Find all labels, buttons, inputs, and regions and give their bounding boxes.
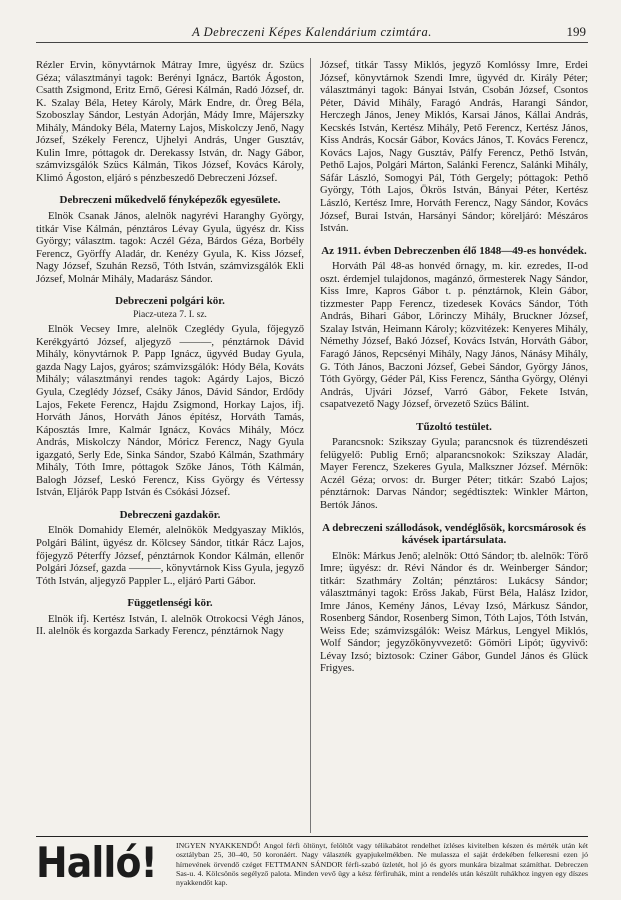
column-divider	[310, 58, 311, 833]
section-title-farmers-circle: Debreczeni gazdakör.	[119, 508, 221, 521]
section-text-civic-circle: Elnök Vecsey Imre, alelnök Czeglédy Gyula, főjegyző Kerékgyártó József, aljegyző ———, pénztárnok Dávid Mihály, könyvtárnok P. Papp Ignácz, ügyvéd Buday Gyula, gazda Nagy Lajos, gyáros; számvizsgálók: Hódy Béla, Kováts Mihály; választmányi rendes tagok: Agárdy Lajos, Biczó Gyula, Czeglédy József, Csáky János, Dávid Sándor, Erdődy Lajos, Fekete Ferencz, Hajdu Zsigmond, Horkay Lajos, ifj. Horváth János, Horváth János építész, Horváth Tamás, Káposztás Imre, Kalmár Ignácz, Kovács Mihály, Mócz András, Miskolczy Nándor, Móricz Ferencz, Nagy Gyula igazgató, Serly Ede, Sinka Sándor, Szabó Kálmán, Szathmáry Mihály, Tóth Imre, póttagok Szőke János, Tóth Kálmán, Balogh József, Leskó Ferencz, Kiss György és Vértessy István, Eljárók Papp István és Csókási József.	[36, 324, 304, 499]
page-number: 199	[566, 24, 586, 39]
section-title-fire-brigade: Tűzoltó testület.	[416, 420, 492, 433]
advertisement-headline: Halló!	[36, 838, 157, 887]
right-intro-paragraph: József, titkár Tassy Miklós, jegyző Komlóssy Imre, Erdei József, könyvtárnok Szendi Imre, ügyvéd dr. Király Péter; választmányi tagok: Bányai István, Csobán József, Csontos Péter, Dávid Mihály, Faragó András, Harangi Sándor, Herczegh János, Jeney Miklós, Karsai János, Kállai András, Kecskés István, Kertész Mihály, Pető Ferencz, Kertész János, Kiss András, Kocsár Gábor, Kovács János, T. Kovács Ferencz, Kovács Lajos, Nagy Gusztáv, Pálfy Ferencz, Pethő István, Pethő Lajos, Polgári Márton, Salánki Ferencz, Salánki Mihály, Sáfár László, Somogyi Pál, Tóth Gergely; póttagok: Pethő György, Tóth Lajos, Ökrös István, Bányai Péter, Kertész László, Kertész Imre, Horváth Ferencz, Nagy Sándor, Kovács József, Burai István, Harsányi Sándor; köreljáró: Mészáros István.	[320, 60, 588, 235]
section-title-independence-circle: Függetlenségi kör.	[127, 597, 213, 610]
advertisement-text: INGYEN NYAKKENDŐ! Angol férfi öltönyt, felöltőt vagy télikabátot rendelhet ízléses kivitelben készen és mérték után két osztályban 25, 30–40, 50 koronáért. Nagy választék gyapjukelmékben. Ne mulassza el saját érdekében felkeresni ezen jó hírnevének örvendő czéget FETTMANN SÁNDOR férfi-szabó üzletét, hol jó és gyors munkára bizalmat számíthat. Debreczen Sas-u. 4. Kölcsönös segélyző palota. Minden vevő ügy a kész férfiruhák, mint a rendelés után készült ruhákhoz ingyen egy díszes nyakkendőt kap.	[176, 841, 588, 888]
section-title-hoteliers: A debreczeni szállodások, vendéglősök, korcsmárosok és kávések ipartársulata.	[322, 521, 586, 546]
section-text-hoteliers: Elnök: Márkus Jenő; alelnök: Ottó Sándor; tb. alelnök: Törő Imre; ügyész: dr. Révi Nándor és dr. Weinberger Sándor; titkár: Szathmáry Zoltán; pénztáros: Lukácsy Sándor; választmányi tagok: Erőss Jakab, Fürst Béla, Halász Izidor, Imre János, Kemény János, Lévay Izsó, Márkusz Sándor, Rosenberg Sándor, Rosenberg Simon, Tóth Lajos, Tóth István, Weiss Ede; számvizsgálók: Weisz Márkus, Lengyel Miklós, Wolf Sándor; jegyzőkönyvvezető: Gömöri Lipót; ügyvivő: Lévay Izsó; biztosok: Cziner Gábor, Gundel János és Glück Frigyes.	[320, 550, 588, 675]
section-title-veterans: Az 1911. évben Debreczenben élő 1848—49-es honvédek.	[321, 244, 587, 257]
section-text-farmers-circle: Elnök Domahidy Elemér, alelnökök Medgyaszay Miklós, Polgári Bálint, ügyész dr. Kölcsey Sándor, titkár Rácz Lajos, főjegyző Péterffy József, pénztárnok Kondor Kálmán, ellenőr Polgári József, gazda ———, könyvtárnok Kiss Gyula, jegyző Tóth István, aljegyző Pappler L., eljáró Parti Gábor.	[36, 525, 304, 587]
right-column	[320, 60, 588, 676]
section-text-photographers: Elnök Csanak János, alelnök nagyrévi Haranghy György, titkár Vise Kálmán, pénztáros Lévay Gyula, ügyész dr. Kiss György; választm. tagok: Aczél Géza, Bárdos Géza, Borbély Ferencz, Györffy Aladár, dr. Kenézy Gyula, K. Kiss József, Nagy József, Szuhán Rezső, Tóth István, számvizsgálók Ekli József, Molnár Mihály, Madarász Sándor.	[36, 210, 304, 285]
left-column	[36, 60, 304, 639]
left-intro-paragraph: Rézler Ervin, könyvtárnok Mátray Imre, ügyész dr. Szücs Géza; választmányi tagok: Berényi Ignácz, Bartók Ágoston, Csatth Zsigmond, Eritz Ernő, Géresi Kálmán, Radó József, dr. K. Szalay Béla, Hetey Károly, Márk Endre, dr. Öreg Béla, Szoboszlay Sándor, Lestyán Adorján, Mády Imre, Májerszky Mihály, Mándoky Béla, Materny Lajos, Miskolczy Jenő, Nagy József, Székely Ferencz, Ujhelyi András, Unger Gusztáv, Kulin Imre, póttagok dr. Derekassy István, dr. Nagy Gábor, számvizsgálók Szücs Kálmán, Tikos József, Kovács Károly, Klimó Ágoston, eljáró s pénzbeszedő Debreczeni József.	[36, 60, 304, 184]
section-title-photographers: Debreczeni műkedvelő fényképezők egyesülete.	[59, 194, 281, 207]
section-text-fire-brigade: Parancsnok: Szikszay Gyula; parancsnok és tüzrendészeti felügyelő: Publig Ernő; alparancsnokok: Szikszay Aladár, Mayer Ferencz, Szekeres Gyula, Malkszner József. Mérnök: Aczél Géza; orvos: dr. Burger Péter; titkár: Szabó Lajos; pénztárnok: Darvas Nándor; segédtisztek: Winkler Márton, Bertók János.	[320, 437, 588, 511]
section-text-independence-circle: Elnök ifj. Kertész István, I. alelnök Otrokocsi Végh János, II. alelnök és korgazda Sarkady Ferencz, pénztárnok Nagy	[36, 613, 304, 638]
section-text-veterans: Horváth Pál 48-as honvéd őrnagy, m. kir. ezredes, II-od oszt. érdemjel tulajdonos, magánzó, őrmesterek Nagy Sándor, Kiss Imre, Kapros Gábor t. p. pénztárnok, Klein Gábor, tizzmester Papp Ferencz, tizedesek Kovács Sándor, Tóth András, Bihari Gábor, Lőrinczy Mihály, Bruckner József, Szalay István, Heimann Károly; közvitézek: Kenyeres Mihály, Némethy József, Bakó József, Kovács István, Horváth Gábor, Faragó János, Repcsényi Mihály, Nagy János, Nánásy Mihály, G. Tóth János, Baczoni József, Gebei Sándor, György János, Tóth György, Géder Pál, Kiss Ferencz, Sántha György, Olényi András, Ujvári József, Varró Gábor, Fekete István, csapatvezető Nagy József, örvezető Szücs Bálint.	[320, 261, 588, 411]
section-title-civic-circle: Debreczeni polgári kör.	[115, 295, 225, 308]
advertisement-box	[36, 836, 588, 888]
running-title: A Debreczeni Képes Kalendárium czimtára.	[192, 25, 432, 39]
section-subtitle-civic-circle: Piacz-uteza 7. I. sz.	[133, 309, 207, 320]
page-header	[36, 24, 588, 43]
